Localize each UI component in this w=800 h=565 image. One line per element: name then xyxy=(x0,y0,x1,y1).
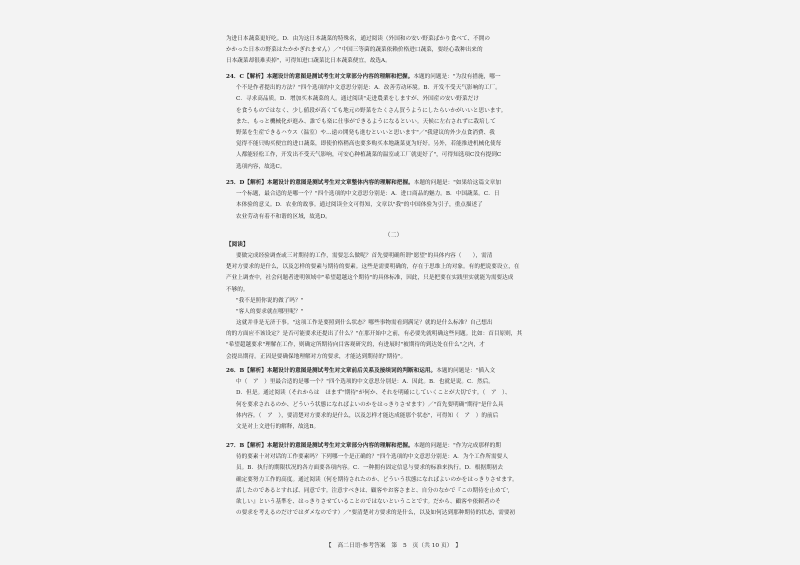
question-27 xyxy=(226,441,561,519)
note-line: 要做完成经验调查或三对期待的工作，需要怎么做呢？首先要明确所谓"愿望"的具体内容（ ），需清 xyxy=(236,253,493,259)
q24-line: 24．C【解析】本题设计的意图是测试考生对文章部分内容的理解和把握。本题的问题是："为没有措施，哪一 xyxy=(226,74,501,80)
q25-line: 一个标题，最合适的是哪一个？"四个选项的中文意思分别是：A．进口商品的魅力。B．中国蔬菜。C．日 xyxy=(236,191,500,198)
q24-line: を食うものではなく、少し値段が高くても地元の野菜をたくさん買うようにしたらいかがいいと思います。 xyxy=(236,107,507,114)
q26-line: 文是对上文进行的解释，故选B。 xyxy=(236,424,320,431)
note-body-2 xyxy=(226,318,561,363)
q25-line: 本体验的意义。D．农业的故事。通过阅读全文可得知，文章以"我"的中国体验为引子，重点描述了 xyxy=(236,202,483,209)
q27-line: 员。B．执行的期限状况的各方面要各项内容。C．一种拥有固定信息与要求的标准来执行。D．根据期初去 xyxy=(236,465,503,472)
q25-line: 25．D【解析】本题设计的意图是测试考生对文章整体内容的理解和把握。本题的问题是："如果给这篇文章加 xyxy=(226,180,502,186)
top-line: かかった日本の野菜はたかかぎれません）／"中国三等菌的蔬菜依赖价格进口蔬菜，要经心栽种出来的 xyxy=(226,47,483,54)
q26-line: 何を要求されるのか、どういう状態になればよいのかをはっきりさせます）／"首先要明确"期待"是什么具 xyxy=(236,401,504,408)
q27-line: 确定要努力工作的高度。通过阅读（何を期待されたのか、どういう状態になればよいのかをはっきりさせます。 xyxy=(236,476,518,483)
note2-line: "希望超越要求"理解在工作，则确定所期待向目客观研究的，有进展时"被期待的到达处在什么"之内，才 xyxy=(226,342,485,349)
note2-line: 的的方面应不该设定？是否可能要求还提出了什么？"在那开始中之前，有必要先就明确这些问题。比如：首目原则，其 xyxy=(226,331,523,338)
note-title: 【阅读】 xyxy=(226,242,249,248)
answer-key: 27．B【解析】本题设计的意图是测试考生对文章部分内容的理解和把握。 xyxy=(226,443,414,449)
q27-line: 待的要素十对对话的工作要素吗？下列哪一个是正确的？"四个选项的中文意思分别是：A．为个工作所需要人 xyxy=(236,454,508,461)
q27-line: の要求を考えるのだけではダメなのです）／"要清楚对方要求的是什么，以及如何达到那种期待的状态，需要初 xyxy=(236,510,516,517)
note-line: 不够的。 xyxy=(226,286,249,293)
quote-lines xyxy=(226,296,561,318)
question-26 xyxy=(226,366,561,433)
q24-line: 人都能轻松工作，开发出不受天气影响，可安心种植蔬菜的温室或工厂就更好了"，可得知选项C没有提到C xyxy=(236,152,502,159)
question-25 xyxy=(226,178,561,223)
q27-line: 27．B【解析】本题设计的意图是测试考生对文章部分内容的理解和把握。本题的问题是："作为完成那样的期 xyxy=(226,443,501,449)
answer-key: 25．D【解析】本题设计的意图是测试考生对文章整体内容的理解和把握。 xyxy=(226,180,414,186)
q24-line: C．寻求高品质。D．增加买本蔬菜的人。通过阅读"走进農業をしますが、外国産の安い野菜だけ xyxy=(236,96,479,103)
q26-line: 26．B【解析】本题设计的意图是测试考生对文章前后关系及接续词的判断和运用。本题的问题是："插入文 xyxy=(226,368,496,374)
top-line: 日本蔬菜却很难卖掉"，可得知进口蔬菜比日本蔬菜便宜，故选A。 xyxy=(226,58,391,65)
question-24 xyxy=(226,72,561,173)
note-body xyxy=(226,251,561,296)
note2-line: 会提出期待。正因是要确保地理解对方的要求，才能达到期待的"期待"。 xyxy=(226,353,407,360)
q25-line: 农业劳动有着不和谐的区域，故选D。 xyxy=(236,213,331,220)
q24-line: 觉得不能只购买便宜的进口蔬菜，即使价格稍高也要多购买本地蔬菜更为好好。另外，若能推进机械化使每 xyxy=(236,141,502,148)
q24-line: 选项内容，故选C。 xyxy=(236,163,286,170)
top-line: 为进日本蔬菜更好吃。D．由为这日本蔬菜的特殊名，通过阅读（外国和の安い野菜ばかり食べて、不開の xyxy=(226,36,491,42)
note-heading xyxy=(226,240,561,251)
note-line: 楚对方要求的是什么，以及怎样的要素与期待的要素。这些是需要明确的，存在于思维上的对象。有的把说要设立，在 xyxy=(226,264,520,271)
q27-line: 欲しい』という基準を、はっきりさせていることのではないということです。だから、顧客や依頼者のそ xyxy=(236,499,501,506)
section-heading: （二） xyxy=(384,232,403,239)
note2-line: 这就并非是无济于事。"这项工作是要照到什么状态？哪些事物需看到满足？就的是什么标准？自己想出 xyxy=(236,320,493,326)
quotes-line: "客人的要求就在哪里呢？" xyxy=(236,309,304,316)
answer-key: 26．B【解析】本题设计的意图是测试考生对文章前后关系及接续词的判断和运用。 xyxy=(226,368,437,374)
q26-line: 体内容。（ ア ），要清楚对方要求的是什么，以及怎样才能达成能那个状态"，可得知（ ア ）的前后 xyxy=(236,412,499,419)
answer-key: 24．C【解析】本题设计的意图是测试考生对文章部分内容的理解和把握。 xyxy=(226,74,414,80)
paragraph-top xyxy=(226,34,561,68)
q26-line: 中（ ア ）里最合适的是哪一个？"四个选项的中文意思分别是：A．因此。B．也就是说。C．然后。 xyxy=(236,379,494,386)
page-footer: 【 高二日语·参考答案 第 5 页（共 10 页） 】 xyxy=(325,543,462,549)
q27-line: 話したのであるとすれば、同意です。注意すべきは、顧客やお客さまと、自分のなかで『この期待を止めて', xyxy=(236,487,510,494)
q26-line: D．但是。通过阅读（それからは ほまず"期待"が何か、それを明確にしていくことが大切です。（ ア ）、 xyxy=(236,390,511,397)
q24-line: また、もっと機械化が進み、誰でも楽に仕事ができるようになるといい。天候に左右されずに栽培して xyxy=(236,118,496,125)
quotes-line: "我不是照你说的做了吗？" xyxy=(236,298,304,304)
q24-line: 个不是作者提出的方法？"四个选项的中文意思分别是：A．改善劳动环境。B．开发不受天气影响的工厂。 xyxy=(236,85,501,92)
q24-line: 野菜を生産できるハウス（温室）や...遠の開発も進むといいと思います"／"我建议的外少点食消費、我 xyxy=(236,130,495,137)
note-line: 产业上调查中，社会问题者进明领域中"希望超越这个期待"的具体标准，因此，只是把要在实践里实就能为需要达成 xyxy=(226,275,514,282)
